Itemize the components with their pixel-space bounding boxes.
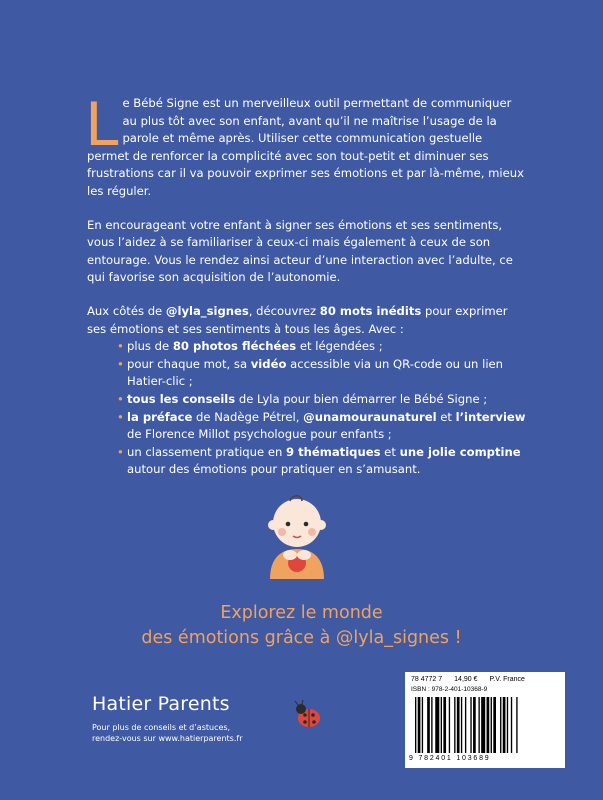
drop-cap: L: [85, 90, 119, 160]
features-list: [87, 338, 527, 479]
website-note: Pour plus de conseils et d’astuces, rendez-vous sur www.hatierparents.fr: [92, 723, 243, 743]
intro-paragraph: [85, 90, 527, 201]
ladybug-icon: [289, 700, 329, 730]
intro-text: e Bébé Signe est un merveilleux outil permettant de communiquer au plus tôt avec son enfant, avant qu’il ne maîtrise l’usage de la parole et même après. Utiliser cette communication gestuelle permet de renforcer la complicité avec son tout-petit et diminuer ses frustrations car il va pouvoir exprimer ses émotions et par là-même, mieux les réguler.: [87, 96, 524, 198]
barcode-bar: [478, 697, 479, 753]
barcode-bar: [422, 697, 423, 753]
barcode-bar: [503, 697, 506, 753]
barcode: [413, 697, 559, 753]
description-text: [85, 90, 527, 479]
barcode-bar: [461, 697, 462, 753]
barcode-bar: [457, 697, 460, 753]
barcode-bar: [449, 697, 450, 753]
barcode-bar: [418, 697, 421, 753]
barcode-bar: [465, 697, 466, 753]
barcode-bar: [435, 697, 439, 753]
baby-illustration: [262, 489, 332, 579]
barcode-bar: [516, 697, 517, 753]
barcode-bar: [481, 697, 485, 753]
barcode-bar: [511, 697, 512, 753]
barcode-bar: [443, 697, 446, 753]
barcode-bar: [491, 697, 492, 753]
barcode-bar: [415, 697, 416, 753]
price: 14,90 €: [454, 676, 478, 683]
barcode-bar: [507, 697, 508, 753]
publisher-logo: Hatier Parents: [92, 693, 230, 715]
barcode-bar: [454, 697, 455, 753]
barcode-bar: [470, 697, 471, 753]
price-country: P.V. France: [489, 676, 525, 683]
barcode-digits: 9 782401 103689: [409, 755, 491, 762]
barcode-label: [405, 672, 565, 768]
barcode-bar: [431, 697, 432, 753]
barcode-bar: [493, 697, 496, 753]
barcode-bar: [500, 697, 501, 753]
list-item: • un classement pratique en 9 thématiques et une jolie comptine autour des émotions pour pratiquer en s’amusant.: [119, 444, 527, 479]
tagline: Explorez le monde des émotions grâce à @lyla_signes !: [141, 603, 462, 648]
barcode-bar: [473, 697, 476, 753]
list-item: • tous les conseils de Lyla pour bien démarrer le Bébé Signe ;: [119, 391, 527, 409]
list-item: • pour chaque mot, sa vidéo accessible via un QR-code ou un lien Hatier-clic ;: [119, 356, 527, 391]
product-code: 78 4772 7: [411, 676, 443, 683]
barcode-bar: [487, 697, 490, 753]
barcode-bar: [427, 697, 430, 753]
list-item: • plus de 80 photos fléchées et légendées ;: [119, 338, 527, 356]
second-paragraph: En encourageant votre enfant à signer ses émotions et ses sentiments, vous l’aidez à se familiariser à ceux-ci mais également à ceux de son entourage. Vous le rendez ainsi acteur d’une interaction avec l’adulte, ce qui favorise son acquisition de l’autonomie.: [87, 217, 513, 285]
barcode-bar: [441, 697, 442, 753]
third-paragraph: Aux côtés de @lyla_signes, découvrez 80 mots inédits pour exprimer ses émotions et ses sentiments à tous les âges. Avec :: [87, 303, 508, 336]
isbn: ISBN : 978-2-401-10368-9: [411, 686, 488, 693]
list-item: • la préface de Nadège Pétrel, @unamouraunaturel et l’interview de Florence Millot psychologue pour enfants ;: [119, 409, 527, 444]
